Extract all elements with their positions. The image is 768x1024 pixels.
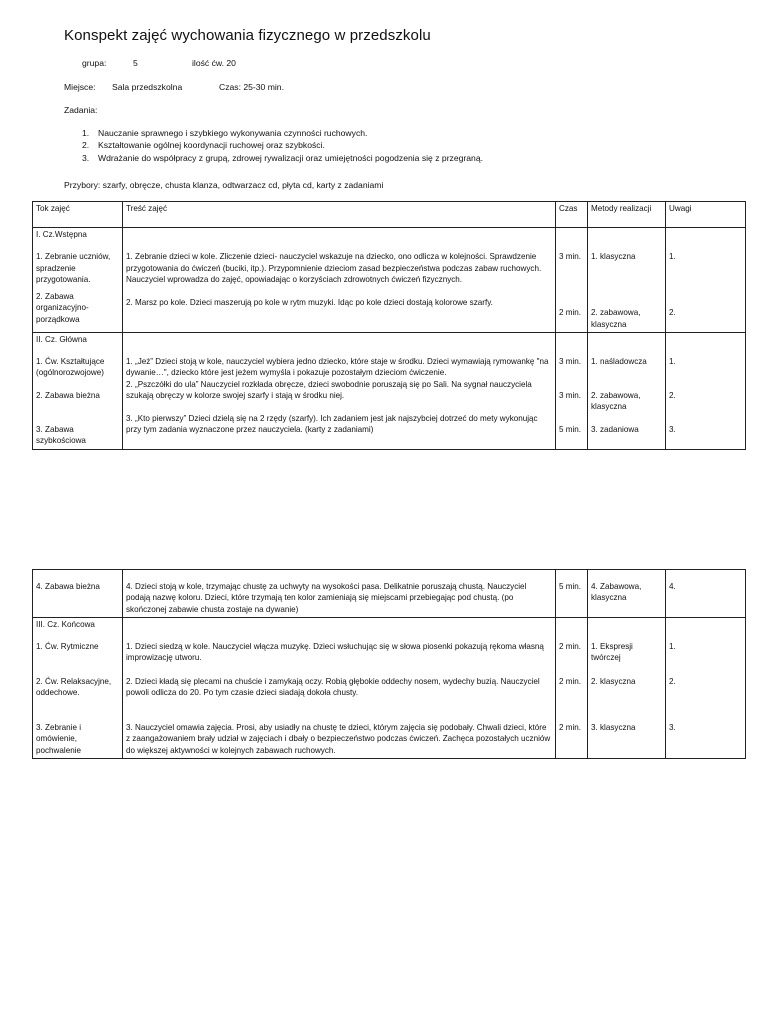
czas-cell: 5 min. — [556, 570, 588, 618]
place-label: Miejsce: — [64, 82, 96, 92]
metody-cell: 1. naśladowcza 2. zabawowa, klasyczna 3. zadaniowa — [588, 332, 666, 449]
tasks-list — [82, 127, 483, 164]
metody-cell: 4. Zabawowa, klasyczna — [588, 570, 666, 618]
table-row — [33, 332, 746, 449]
header-uwagi: Uwagi — [666, 202, 746, 228]
czas-cell: 2 min. 2 min. 2 min. — [556, 617, 588, 758]
table-row — [33, 228, 746, 333]
table-header-row — [33, 202, 746, 228]
lesson-table-part2 — [32, 569, 746, 759]
section-title: III. Cz. Końcowa — [36, 619, 95, 629]
tresc-cell: 1. Zebranie dzieci w kole. Zliczenie dzieci- nauczyciel wskazuje na dziecko, ono odlicza w kolejności. Sprawdzenie przygotowania do ćwiczeń (buciki, itp.). Przypomnienie dzieciom zasad bezpieczeństwa podczas zabaw ruchowych. Nauczyciel wprowadza do zajęć, opowiadając o korzyściach zdrowotnych ćwiczeń fizycznych. 2. Marsz po kole. Dzieci maszerują po kole w rytm muzyki. Idąc po kole dzieci dostają kolorowe szarfy. — [123, 228, 556, 333]
tok-cell: 2. Zabawa bieżna — [36, 391, 100, 401]
section-title: II. Cz. Główna — [36, 334, 87, 344]
tresc-cell: 4. Dzieci stoją w kole, trzymając chustę za uchwyty na wysokości pasa. Delikatnie poruszają chustą. Nauczyciel podają nazwę koloru. Dzieci, które trzymają ten kolor zamieniają się miejscami przebiegając pod chustą. (po skończonej zabawie chusta zostaje na dywanie) — [123, 570, 556, 618]
task-item: 3. Wdrażanie do współpracy z grupą, zdrowej rywalizacji oraz umiejętności pogodzenia się z przegraną. — [82, 152, 483, 163]
tresc-cell: 1. „Jeż” Dzieci stoją w kole, nauczyciel wybiera jedno dziecko, które staje w środku. Dzieci wymawiają rymowankę "na dywanie…", dziecko które jest jeżem wymyśla i pokazuje pozostałym dzieciom ćwiczenie. 2. „Pszczółki do ula” Nauczyciel rozkłada obręcze, dzieci swobodnie poruszają się po Sali. Na sygnał nauczyciela szukają obręczy w kolorze swojej szarfy i stają w środku niej. 3. „Kto pierwszy” Dzieci dzielą się na 2 rzędy (szarfy). Ich zadaniem jest jak najszybciej dotrzeć do mety wykonując przy tym zadania wyznaczone przez nauczyciela. (karty z zadaniami) — [123, 332, 556, 449]
task-item: 2. Kształtowanie ogólnej koordynacji ruchowej oraz szybkości. — [82, 140, 325, 151]
header-tok: Tok zajęć — [33, 202, 123, 228]
group-value: 5 — [133, 58, 138, 68]
uwagi-cell: 1. 2. 3. — [666, 617, 746, 758]
table-row — [33, 617, 746, 758]
czas-cell: 3 min. 2 min. — [556, 228, 588, 333]
exercise-count: ilość ćw. 20 — [192, 58, 236, 68]
section-cell — [33, 228, 123, 333]
tok-cell: 1. Zebranie uczniów, spradzenie przygotowania. — [36, 252, 111, 284]
tok-cell: 1. Ćw. Kształtujące (ogólnorozwojowe) — [36, 357, 105, 378]
section-cell — [33, 617, 123, 758]
tok-cell: 1. Ćw. Rytmiczne — [36, 642, 99, 652]
table-row — [33, 570, 746, 618]
place-value: Sala przedszkolna — [112, 82, 183, 92]
lesson-table-part1 — [32, 201, 746, 450]
uwagi-cell: 1. 2. — [666, 228, 746, 333]
metody-cell: 1. Ekspresji twórczej 2. klasyczna 3. klasyczna — [588, 617, 666, 758]
tok-cell: 3. Zabawa szybkościowa — [36, 425, 86, 446]
tresc-cell: 1. Dzieci siedzą w kole. Nauczyciel włącza muzykę. Dzieci wsłuchując się w słowa piosenki pokazują rękoma własną improwizację utworu. 2. Dzieci kładą się plecami na chuście i zamykają oczy. Robią głębokie oddechy nosem, wydechy buzią. Nauczyciel powoli odlicza do 20. Po tym czasie dzieci siadają dokoła chusty. 3. Nauczyciel omawia zajęcia. Prosi, aby usiadły na chustę te dzieci, którym zajęcia się podobały. Chwali dzieci, które z zaangażowaniem brały udział w zajęciach i dbały o bezpieczeństwo podczas ćwiczeń. Zachęca pozostałych uczniów do większej aktywności w kolejnych zabawach ruchowych. — [123, 617, 556, 758]
time-label: Czas: 25-30 min. — [219, 82, 284, 92]
header-tresc: Treść zajęć — [123, 202, 556, 228]
equipment-line: Przybory: szarfy, obręcze, chusta klanza, odtwarzacz cd, płyta cd, karty z zadaniami — [64, 180, 384, 190]
task-item: 1. Nauczanie sprawnego i szybkiego wykonywania czynności ruchowych. — [82, 128, 368, 138]
group-label: grupa: — [82, 58, 107, 68]
tasks-label: Zadania: — [64, 105, 98, 115]
czas-cell: 3 min. 3 min. 5 min. — [556, 332, 588, 449]
uwagi-cell: 4. — [666, 570, 746, 618]
uwagi-cell: 1. 2. 3. — [666, 332, 746, 449]
tok-cell: 4. Zabawa bieżna — [33, 570, 123, 618]
tok-cell: 3. Zebranie i omówienie, pochwalenie — [36, 723, 81, 755]
header-czas: Czas — [556, 202, 588, 228]
page-title: Konspekt zajęć wychowania fizycznego w przedszkolu — [64, 27, 431, 44]
tok-cell: 2. Zabawa organizacyjno-porządkowa — [36, 292, 89, 324]
section-title: I. Cz.Wstępna — [36, 230, 87, 239]
metody-cell: 1. klasyczna 2. zabawowa, klasyczna — [588, 228, 666, 333]
header-metody: Metody realizacji — [588, 202, 666, 228]
section-cell — [33, 332, 123, 449]
tok-cell: 2. Ćw. Relaksacyjne, oddechowe. — [36, 677, 112, 698]
